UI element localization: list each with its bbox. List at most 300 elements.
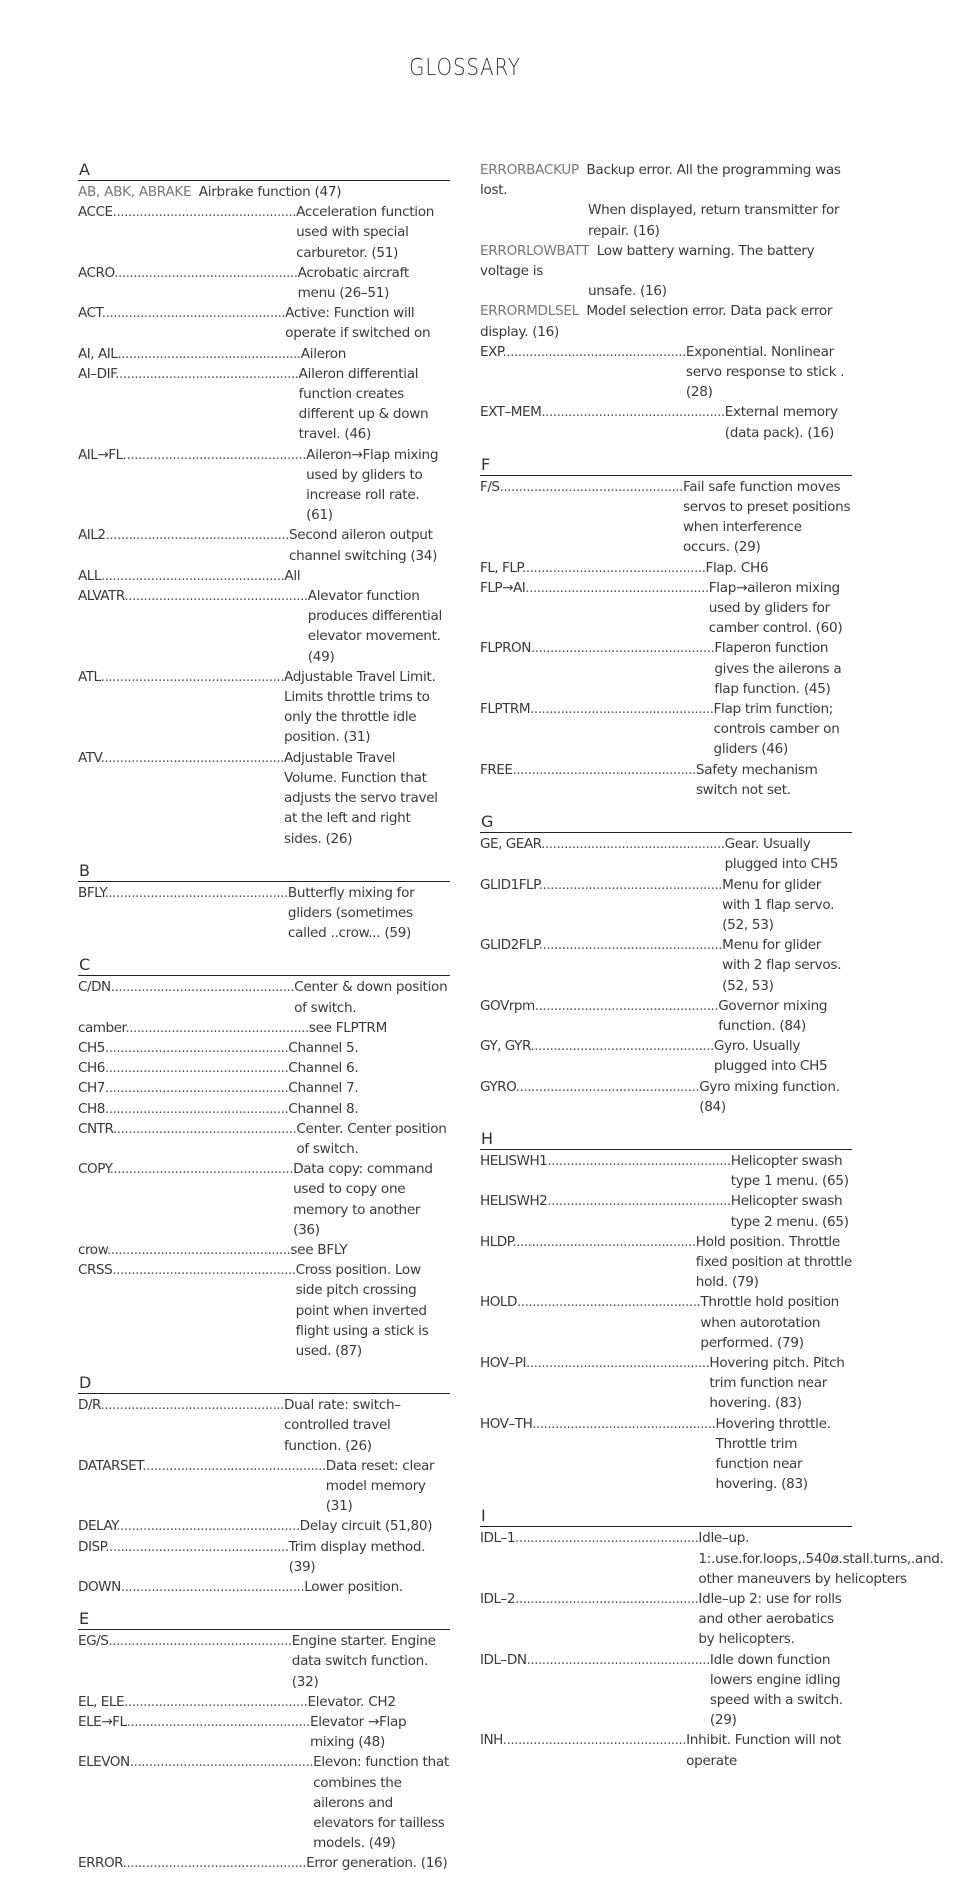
- glossary-section: [480, 455, 852, 800]
- dot-leader: ................................................: [142, 1457, 326, 1474]
- entry-term-cell: [78, 1631, 292, 1692]
- entry-term-cell: [78, 566, 284, 586]
- entry-term: HLDP: [480, 1233, 513, 1250]
- entry-definition: Elevator. CH2: [307, 1693, 396, 1710]
- entry-definition: Acrobatic aircraft menu (26–51): [297, 264, 409, 302]
- entry-term: AB, ABK, ABRAKE: [78, 184, 192, 200]
- dot-leader: ................................................: [547, 1193, 731, 1210]
- entry-term: GOVrpm: [480, 997, 535, 1014]
- dot-leader: ................................................: [516, 1294, 701, 1311]
- glossary-entry: [78, 202, 450, 263]
- dot-leader: ................................................: [522, 559, 706, 576]
- entry-term-cell: [480, 834, 725, 874]
- entry-term: DOWN: [78, 1579, 121, 1595]
- entry-term: FL, FLP: [480, 559, 523, 576]
- entry-definition: Cross position. Low side pitch crossing point when inverted flight using a stick is used. (87): [295, 1262, 429, 1359]
- entry-term-cell: [480, 760, 696, 800]
- glossary-entry: [78, 748, 450, 849]
- dot-leader: ................................................: [502, 343, 686, 360]
- dot-leader: ................................................: [100, 1397, 284, 1414]
- dot-leader: ................................................: [124, 588, 308, 605]
- entry-definition: Idle down function lowers engine idling speed with a switch. (29): [709, 1651, 843, 1729]
- entry-term-cell: [480, 1353, 709, 1414]
- entry-definition: see BFLY: [290, 1241, 348, 1258]
- dot-leader: ................................................: [526, 1354, 710, 1371]
- entry-definition: Aileron→Flap mixing used by gliders to increase roll rate. (61): [306, 446, 439, 524]
- entry-term-cell: [480, 558, 705, 578]
- entry-term-cell: [78, 586, 308, 667]
- dot-leader: ................................................: [100, 668, 285, 685]
- entry-term: GY, GYR: [480, 1038, 531, 1055]
- dot-leader: ................................................: [547, 1152, 731, 1169]
- dot-leader: ................................................: [541, 404, 725, 421]
- entry-term-cell: [78, 748, 284, 849]
- entry-term: ACT: [78, 305, 102, 322]
- entry-term: HELISWH1: [480, 1152, 548, 1169]
- entry-definition: Active: Function will operate if switched on: [285, 305, 431, 342]
- entry-term-cell: [480, 699, 714, 760]
- glossary-entry: [78, 445, 450, 526]
- entry-definition: Flap trim function; controls camber on gliders (46): [713, 701, 840, 758]
- entry-term: ACCE: [78, 204, 113, 221]
- glossary-entry: [78, 1018, 450, 1038]
- entry-definition: Second aileron output channel switching (34): [288, 527, 438, 564]
- entry-definition: Engine starter. Engine data switch function. (32): [291, 1633, 436, 1690]
- section-letter: E: [78, 1609, 450, 1630]
- glossary-entry: [480, 477, 852, 558]
- entry-definition: Butterfly mixing for gliders (sometimes called ..crow... (59): [287, 884, 415, 942]
- page-title: GLOSSARY: [409, 55, 521, 81]
- entry-definition: Helicopter swash type 1 menu. (65): [730, 1152, 849, 1190]
- dot-leader: ................................................: [538, 937, 723, 954]
- entry-term-cell: [78, 667, 284, 748]
- entry-definition: see FLPTRM: [308, 1019, 388, 1036]
- entry-term: C/DN: [78, 979, 111, 996]
- entry-definition: Elevon: function that combines the ailerons and elevators for tailless models. (49): [313, 1754, 449, 1852]
- dot-leader: ................................................: [104, 1100, 289, 1117]
- entry-term: AI–DIF: [78, 365, 116, 382]
- entry-term: EG/S: [78, 1633, 109, 1650]
- entry-term: ELEVON: [78, 1754, 130, 1771]
- entry-term-cell: [78, 977, 294, 1017]
- dot-leader: ................................................: [512, 1233, 696, 1250]
- entry-term: ERRORMDLSEL: [480, 303, 579, 320]
- glossary-entry: [480, 875, 852, 936]
- glossary-entry: [480, 301, 852, 341]
- glossary-entry: [78, 1712, 450, 1752]
- dot-leader: ................................................: [115, 365, 299, 382]
- entry-term: EXP: [480, 343, 503, 360]
- glossary-entry: [480, 1151, 852, 1191]
- entry-term-cell: [78, 1038, 288, 1058]
- entry-term-cell: [78, 525, 289, 565]
- entry-term: camber: [78, 1019, 126, 1036]
- section-letter: B: [78, 861, 450, 882]
- glossary-entry: [78, 1038, 450, 1058]
- entry-definition: Elevator →Flap mixing (48): [309, 1714, 407, 1751]
- glossary-entry: [480, 1191, 852, 1231]
- entry-term-cell: [78, 1119, 296, 1159]
- glossary-entry: [78, 364, 450, 445]
- entry-term: CH6: [78, 1060, 105, 1077]
- entry-term: DELAY: [78, 1518, 117, 1535]
- dot-leader: ................................................: [110, 979, 295, 996]
- dot-leader: ................................................: [100, 567, 285, 584]
- glossary-entry: [480, 1589, 852, 1650]
- entry-term-cell: [78, 1099, 288, 1119]
- entry-term-cell: [78, 202, 296, 263]
- dot-leader: ................................................: [105, 527, 289, 544]
- entry-term: CNTR: [78, 1120, 113, 1137]
- entry-definition: Governor mixing function. (84): [718, 997, 828, 1034]
- glossary-entry: [78, 1692, 450, 1712]
- glossary-entry: [78, 525, 450, 565]
- entry-definition: Airbrake function (47): [198, 184, 342, 200]
- entry-definition-continued: When displayed, return transmitter for repair. (16): [588, 202, 840, 239]
- entry-term-cell: [480, 477, 683, 558]
- glossary-entry: [78, 1099, 450, 1119]
- entry-term: CH7: [78, 1080, 105, 1097]
- glossary-right-column: [480, 160, 944, 1783]
- entry-definition: Channel 5.: [288, 1039, 359, 1056]
- dot-leader: ................................................: [499, 478, 683, 495]
- dot-leader: ................................................: [122, 1855, 307, 1872]
- entry-term: GYRO: [480, 1078, 516, 1095]
- entry-term-cell: [78, 1018, 309, 1038]
- entry-term-cell: [480, 342, 686, 403]
- entry-term-cell: [78, 1692, 307, 1712]
- glossary-entry: [78, 566, 450, 586]
- glossary-section: [78, 861, 450, 944]
- entry-term-cell: [78, 303, 285, 343]
- dot-leader: ................................................: [104, 1060, 289, 1077]
- glossary-section: [480, 1129, 852, 1494]
- entry-term: GLID1FLP: [480, 876, 539, 893]
- section-letter: G: [480, 812, 852, 833]
- entry-term-cell: [78, 883, 288, 944]
- glossary-entry: [78, 1631, 450, 1692]
- glossary-section: [480, 1506, 944, 1770]
- entry-term: ATL: [78, 668, 101, 685]
- entry-term: AIL2: [78, 527, 106, 544]
- entry-definition: Model selection error. Data pack error display. (16): [480, 303, 833, 340]
- entry-term-cell: [480, 1036, 714, 1076]
- entry-term: DISP: [78, 1538, 106, 1555]
- entry-definition: Helicopter swash type 2 menu. (65): [730, 1193, 849, 1230]
- entry-term-cell: [480, 875, 722, 936]
- entry-term: HOLD: [480, 1294, 517, 1311]
- entry-term: ALVATR: [78, 588, 125, 605]
- entry-definition: Center. Center position of switch.: [296, 1120, 447, 1157]
- glossary-entry: [480, 834, 852, 874]
- entry-definition: Center & down position of switch.: [294, 979, 448, 1016]
- section-letter: A: [78, 160, 450, 181]
- entry-definition: Adjustable Travel Limit. Limits throttle trims to only the throttle idle position. (31): [284, 668, 436, 746]
- entry-definition: Low battery warning. The battery voltage is: [480, 242, 815, 280]
- glossary-entry: [78, 977, 450, 1017]
- entry-definition: Safety mechanism switch not set.: [695, 761, 818, 798]
- dot-leader: ................................................: [114, 264, 298, 281]
- glossary-entry: [480, 638, 852, 699]
- entry-term: ERROR: [78, 1855, 123, 1872]
- dot-leader: ................................................: [526, 1651, 710, 1668]
- section-letter: I: [480, 1506, 852, 1527]
- entry-definition: Lower position.: [304, 1579, 403, 1595]
- entry-definition: Flap→aileron mixing used by gliders for camber control. (60): [708, 579, 843, 637]
- glossary-entry: [78, 182, 450, 202]
- entry-term: AIL→FL: [78, 446, 123, 463]
- glossary-entry: [78, 1752, 450, 1853]
- dot-leader: ................................................: [112, 204, 297, 221]
- entry-term-cell: [480, 1191, 731, 1231]
- entry-term-cell: [480, 996, 718, 1036]
- dot-leader: ................................................: [515, 1530, 699, 1547]
- entry-term: ERRORLOWBATT: [480, 242, 590, 259]
- entry-term-cell: [78, 1516, 300, 1536]
- entry-term-cell: [78, 364, 299, 445]
- entry-term-cell: [78, 1537, 289, 1577]
- entry-term-cell: [480, 1232, 696, 1293]
- entry-term: COPY: [78, 1161, 110, 1178]
- dot-leader: ................................................: [117, 345, 301, 362]
- glossary-entry: [78, 344, 450, 364]
- glossary-section: [78, 955, 450, 1361]
- dot-leader: ................................................: [104, 1039, 289, 1056]
- section-letter: F: [480, 455, 852, 476]
- entry-definition: Inhibit. Function will not operate: [686, 1732, 841, 1769]
- entry-term-cell: [78, 1712, 310, 1752]
- entry-term-cell: [78, 1853, 306, 1873]
- dot-leader: ................................................: [515, 1591, 699, 1607]
- entry-term: GLID2FLP: [480, 937, 539, 954]
- entry-definition: Trim display method. (39): [288, 1538, 426, 1575]
- glossary-entry: [480, 1292, 852, 1353]
- entry-term-cell: [480, 638, 714, 699]
- entry-definition: Aileron: [300, 345, 347, 362]
- entry-term: HELISWH2: [480, 1193, 548, 1210]
- dot-leader: ................................................: [125, 1019, 309, 1036]
- glossary-entry: [78, 1853, 450, 1873]
- entry-term-cell: [480, 1528, 698, 1589]
- dot-leader: ................................................: [541, 836, 725, 853]
- glossary-entry: [78, 1537, 450, 1577]
- glossary-entry: [480, 558, 852, 578]
- entry-term: FLPRON: [480, 640, 531, 657]
- entry-term: INH: [480, 1732, 503, 1749]
- entry-term: AI, AIL: [78, 345, 118, 362]
- glossary-entry: [480, 1232, 852, 1293]
- dot-leader: ................................................: [109, 1161, 294, 1178]
- glossary-section: [480, 160, 852, 443]
- entry-definition: Flap. CH6: [705, 559, 769, 576]
- entry-definition: Hold position. Throttle fixed position at throttle hold. (79): [695, 1233, 852, 1291]
- entry-term-cell: [78, 1395, 284, 1456]
- entry-term-cell: [480, 935, 722, 996]
- glossary-entry: [480, 996, 852, 1036]
- dot-leader: ................................................: [101, 305, 286, 322]
- entry-definition: Alevator function produces differential elevator movement. (49): [307, 588, 442, 665]
- dot-leader: ................................................: [108, 1633, 292, 1650]
- glossary-entry: [480, 760, 852, 800]
- entry-term: HOV–TH: [480, 1415, 533, 1432]
- dot-leader: ................................................: [525, 579, 709, 596]
- entry-definition: Delay circuit (51,80): [299, 1518, 433, 1535]
- entry-term-cell: [78, 1078, 288, 1098]
- entry-term-cell: [480, 1077, 699, 1117]
- glossary-entry: [480, 402, 852, 442]
- entry-definition: Adjustable Travel Volume. Function that adjusts the servo travel at the left and right sides. (26): [284, 749, 438, 847]
- dot-leader: ................................................: [534, 997, 719, 1014]
- dot-leader: ................................................: [104, 884, 288, 901]
- entry-term-cell: [78, 263, 298, 303]
- entry-term-cell: [78, 445, 306, 526]
- glossary-entry: [78, 1516, 450, 1536]
- entry-term-cell: [78, 1260, 296, 1361]
- entry-definition: Acceleration function used with special carburetor. (51): [296, 204, 435, 261]
- entry-definition: Menu for glider with 2 flap servos. (52, 53): [722, 937, 842, 994]
- dot-leader: ................................................: [530, 1038, 714, 1055]
- entry-term: HOV–PI: [480, 1354, 526, 1371]
- glossary-entry: [78, 586, 450, 667]
- glossary-entry: [480, 935, 852, 996]
- entry-definition: Hovering pitch. Pitch trim function near hovering. (83): [709, 1354, 845, 1412]
- glossary-section: [78, 1609, 450, 1873]
- entry-definition: Error generation. (16): [306, 1855, 448, 1872]
- glossary-entry: [480, 699, 852, 760]
- glossary-entry: [78, 1395, 450, 1456]
- entry-definition: Gyro mixing function. (84): [699, 1078, 840, 1115]
- entry-term: GE, GEAR: [480, 836, 542, 853]
- entry-definition: Aileron differential function creates different up & down travel. (46): [298, 365, 429, 443]
- entry-term-cell: [480, 1292, 700, 1353]
- entry-definition: Data copy: command used to copy one memory to another (36): [293, 1161, 433, 1238]
- dot-leader: ................................................: [112, 1120, 297, 1137]
- entry-definition: Hovering throttle. Throttle trim function near hovering. (83): [715, 1415, 831, 1493]
- entry-definition: Channel 8.: [288, 1100, 359, 1117]
- glossary-entry: [78, 1078, 450, 1098]
- entry-definition: Fail safe function moves servos to preset positions when interference occurs. (29): [682, 478, 851, 556]
- entry-definition: Channel 7.: [288, 1080, 359, 1097]
- entry-definition: Backup error. All the programming was lost.: [480, 162, 841, 199]
- entry-term-cell: [480, 578, 709, 639]
- entry-term-cell: [78, 1456, 326, 1517]
- glossary-entry: [480, 1528, 944, 1589]
- entry-term: FREE: [480, 761, 513, 778]
- dot-leader: ................................................: [530, 701, 714, 718]
- dot-leader: ................................................: [112, 1262, 296, 1279]
- glossary-entry: [480, 578, 852, 639]
- glossary-section: [78, 1373, 450, 1597]
- entry-definition: Data reset: clear model memory (31): [325, 1457, 435, 1515]
- entry-term-cell: [78, 1058, 288, 1078]
- entry-term: BFLY: [78, 884, 105, 901]
- entry-definition: Menu for glider with 1 flap servo. (52, 53): [722, 876, 835, 933]
- entry-term: IDL–DN: [480, 1651, 527, 1668]
- glossary-entry: [78, 1159, 450, 1240]
- entry-definition-continued: unsafe. (16): [588, 283, 667, 300]
- dot-leader: ................................................: [106, 1241, 291, 1258]
- entry-term-cell: [78, 1752, 313, 1853]
- entry-definition: External memory (data pack). (16): [724, 404, 838, 441]
- entry-term-cell: [78, 1159, 293, 1240]
- entry-definition: Idle–up. 1:.use.for.loops,.540ø.stall.turns,.and. other maneuvers by helicopters: [698, 1530, 944, 1587]
- dot-leader: ................................................: [120, 1579, 305, 1595]
- glossary-section: [78, 160, 450, 849]
- entry-term-cell: [78, 344, 301, 364]
- entry-term-cell: [480, 1730, 686, 1770]
- dot-leader: ................................................: [105, 1538, 289, 1555]
- entry-term-cell: [78, 1240, 290, 1260]
- entry-definition: Exponential. Nonlinear servo response to stick . (28): [685, 343, 845, 401]
- entry-term: EXT–MEM: [480, 404, 542, 421]
- entry-term: CH5: [78, 1039, 105, 1056]
- section-letter: D: [78, 1373, 450, 1394]
- dot-leader: ................................................: [124, 1693, 308, 1710]
- entry-term: EL, ELE: [78, 1693, 125, 1710]
- entry-definition: Gear. Usually plugged into CH5: [724, 836, 839, 873]
- entry-term: crow: [78, 1241, 107, 1258]
- glossary-entry: [480, 1353, 852, 1414]
- entry-term: FLP→AI: [480, 579, 526, 596]
- glossary-entry: [480, 1414, 852, 1495]
- entry-term-cell: [480, 1414, 716, 1495]
- dot-leader: ................................................: [126, 1714, 310, 1731]
- entry-term: F/S: [480, 478, 500, 495]
- entry-term-cell: [480, 402, 725, 442]
- glossary-entry: [78, 883, 450, 944]
- dot-leader: ................................................: [104, 1080, 289, 1097]
- entry-term: ALL: [78, 567, 101, 584]
- entry-term-cell: [480, 1151, 731, 1191]
- entry-term: ELE→FL: [78, 1714, 127, 1731]
- dot-leader: ................................................: [129, 1754, 314, 1771]
- glossary-entry: [480, 1730, 852, 1770]
- entry-term-cell: [480, 1650, 710, 1731]
- entry-term: D/R: [78, 1397, 101, 1414]
- entry-term: CRSS: [78, 1262, 113, 1279]
- entry-definition: Idle–up 2: use for rolls and other aerobatics by helicopters.: [698, 1591, 842, 1648]
- entry-term: ATV: [78, 749, 101, 766]
- glossary-left-column: [78, 160, 450, 1886]
- entry-term: DATARSET: [78, 1457, 143, 1474]
- entry-definition: Dual rate: switch–controlled travel function. (26): [283, 1397, 401, 1454]
- glossary-entry: [78, 1260, 450, 1361]
- entry-definition: Flaperon function gives the ailerons a flap function. (45): [714, 640, 842, 697]
- glossary-entry: [480, 241, 852, 302]
- glossary-entry: [480, 1077, 852, 1117]
- entry-term: IDL–2: [480, 1591, 515, 1607]
- glossary-entry: [78, 1240, 450, 1260]
- dot-leader: ................................................: [530, 640, 715, 657]
- dot-leader: ................................................: [116, 1518, 300, 1535]
- dot-leader: ................................................: [538, 876, 723, 893]
- glossary-entry: [78, 1058, 450, 1078]
- entry-definition: Throttle hold position when autorotation performed. (79): [700, 1294, 839, 1351]
- dot-leader: ................................................: [502, 1732, 687, 1749]
- entry-definition: All: [284, 567, 301, 584]
- glossary-entry: [78, 263, 450, 303]
- dot-leader: ................................................: [122, 446, 307, 463]
- dot-leader: ................................................: [532, 1415, 716, 1432]
- dot-leader: ................................................: [100, 749, 285, 766]
- entry-definition: Channel 6.: [288, 1060, 359, 1077]
- glossary-entry: [78, 303, 450, 343]
- entry-term-cell: [480, 1589, 698, 1650]
- dot-leader: ................................................: [512, 761, 696, 778]
- glossary-entry: [78, 1577, 450, 1597]
- glossary-entry: [78, 1456, 450, 1517]
- glossary-entry: [78, 667, 450, 748]
